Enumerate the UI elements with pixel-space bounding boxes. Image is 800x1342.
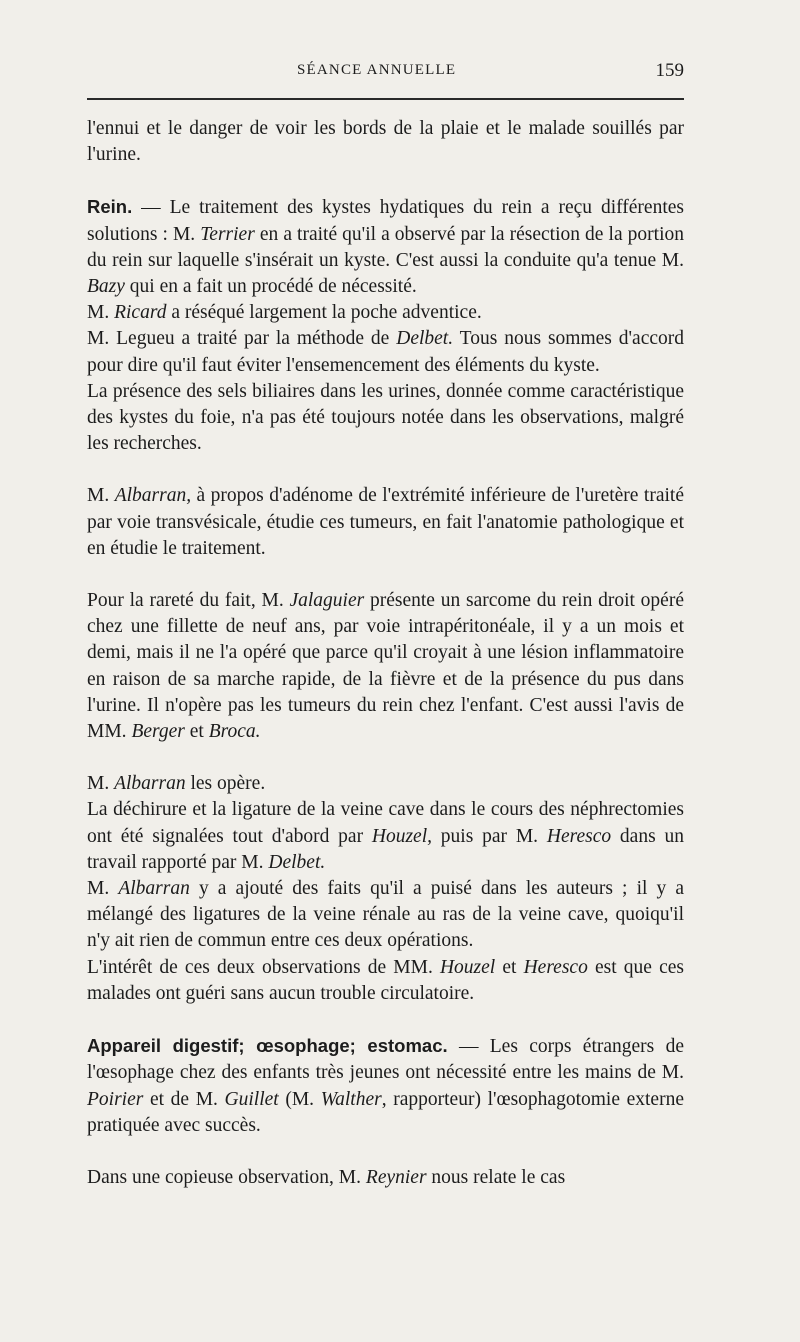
author-name: Guillet <box>224 1088 279 1110</box>
author-name: Delbet. <box>268 851 326 873</box>
text: présente un sarcome du rein droit opéré chez une fillette de neuf ans, par voie intrapéritonéale, il y a un mois et demi, mais il ne l'a opéré que parce qu'il croyait à une lésion inflammatoire en raison de sa marche rapide, de la fièvre et de la présence du pus dans l'urine. Il n'opère pas les tumeurs du rein chez l'enfant. C'est aussi l'avis de MM. <box>87 590 684 743</box>
author-name: Delbet. <box>396 328 454 350</box>
paragraph <box>87 876 684 955</box>
author-name: Albarran <box>118 878 190 900</box>
author-name: Albarran, <box>114 485 192 507</box>
author-name: Ricard <box>114 302 167 324</box>
paragraph: La présence des sels biliaires dans les urines, donnée comme caractéristique des kystes du foie, n'a pas été toujours notée dans les observations, malgré les recherches. <box>87 380 684 455</box>
text: Tous nous sommes d'accord pour dire qu'il faut éviter l'ensemencement des éléments du kyste. <box>87 328 685 376</box>
paragraph <box>87 483 684 562</box>
text: nous relate le cas <box>426 1166 566 1188</box>
author-name: Houzel <box>439 956 496 978</box>
text: y a ajouté des faits qu'il a puisé dans les auteurs ; il y a mélangé des ligatures de la veine rénale au ras de la veine cave, quoiqu'il n'y ait rien de commun entre ces deux opérations. <box>87 878 685 952</box>
text: Pour la rareté du fait, M. <box>87 590 290 612</box>
paragraph <box>87 326 684 378</box>
text: M. <box>87 773 115 795</box>
text: (M. <box>278 1088 321 1110</box>
author-name: Bazy <box>87 276 125 298</box>
text: et <box>184 721 209 743</box>
text: L'intérêt de ces deux observations de MM. <box>87 956 440 978</box>
paragraph-rein <box>87 194 684 300</box>
page-number: 159 <box>655 60 684 81</box>
text: M. <box>87 302 115 324</box>
text: en a traité qu'il a observé par la résection de la portion du rein sur laquelle s'insérait un kyste. C'est aussi la conduite qu'a tenue M. <box>87 223 684 271</box>
paragraph <box>87 1165 684 1191</box>
paragraph <box>87 955 684 1007</box>
text: est que ces malades ont guéri sans aucun trouble circulatoire. <box>87 956 684 1004</box>
paragraph <box>87 588 684 745</box>
text: Dans une copieuse observation, M. <box>87 1166 366 1188</box>
text: — Le traitement des kystes hydatiques du rein a reçu différentes solutions : M. <box>87 197 684 245</box>
author-name: Houzel, <box>371 825 432 847</box>
text: M. <box>87 878 119 900</box>
running-title: SÉANCE ANNUELLE <box>297 62 457 78</box>
text: dans un travail rapporté par M. <box>87 825 684 873</box>
text: a réséqué largement la poche adventice. <box>166 302 482 324</box>
author-name: Poirier <box>87 1088 144 1110</box>
text: — Les corps étrangers de l'œsophage chez des enfants très jeunes ont nécessité entre les mains de M. <box>87 1036 684 1084</box>
author-name: Heresco <box>523 956 588 978</box>
text: , rapporteur) l'œsophagotomie externe pratiquée avec succès. <box>87 1088 684 1136</box>
paragraph <box>87 797 684 876</box>
section-heading-digestif: Appareil digestif; œsophage; estomac. <box>87 1035 448 1057</box>
author-name: Jalaguier <box>289 590 365 612</box>
text: puis par M. <box>432 825 547 847</box>
paragraph-appareil-digestif <box>87 1033 684 1139</box>
author-name: Berger <box>131 721 185 743</box>
author-name: Walther <box>320 1088 382 1110</box>
paragraph <box>87 771 684 797</box>
author-name: Albarran <box>114 773 186 795</box>
page-body <box>87 116 684 1191</box>
page-header <box>87 62 684 86</box>
author-name: Reynier <box>365 1166 427 1188</box>
text: La déchirure et la ligature de la veine cave dans le cours des néphrectomies ont été signalées tout d'abord par <box>87 799 684 847</box>
text: M. Legueu a traité par la méthode de <box>87 328 397 350</box>
text: M. <box>87 485 115 507</box>
author-name: Heresco <box>546 825 612 847</box>
text: et <box>495 956 524 978</box>
text: qui en a fait un procédé de nécessité. <box>124 276 417 298</box>
paragraph: l'ennui et le danger de voir les bords de la plaie et le malade souillés par l'urine. <box>87 118 684 166</box>
text: et de M. <box>143 1088 225 1110</box>
author-name: Broca. <box>208 721 261 743</box>
text: à propos d'adénome de l'extrémité inférieure de l'uretère traité par voie transvésicale, étudie ces tumeurs, en fait l'anatomie pathologique et en étudie le traitement. <box>87 485 684 559</box>
author-name: Terrier <box>200 223 255 245</box>
section-heading-rein: Rein. <box>87 196 133 218</box>
header-rule <box>87 98 684 100</box>
paragraph <box>87 300 684 326</box>
text: les opère. <box>185 773 266 795</box>
